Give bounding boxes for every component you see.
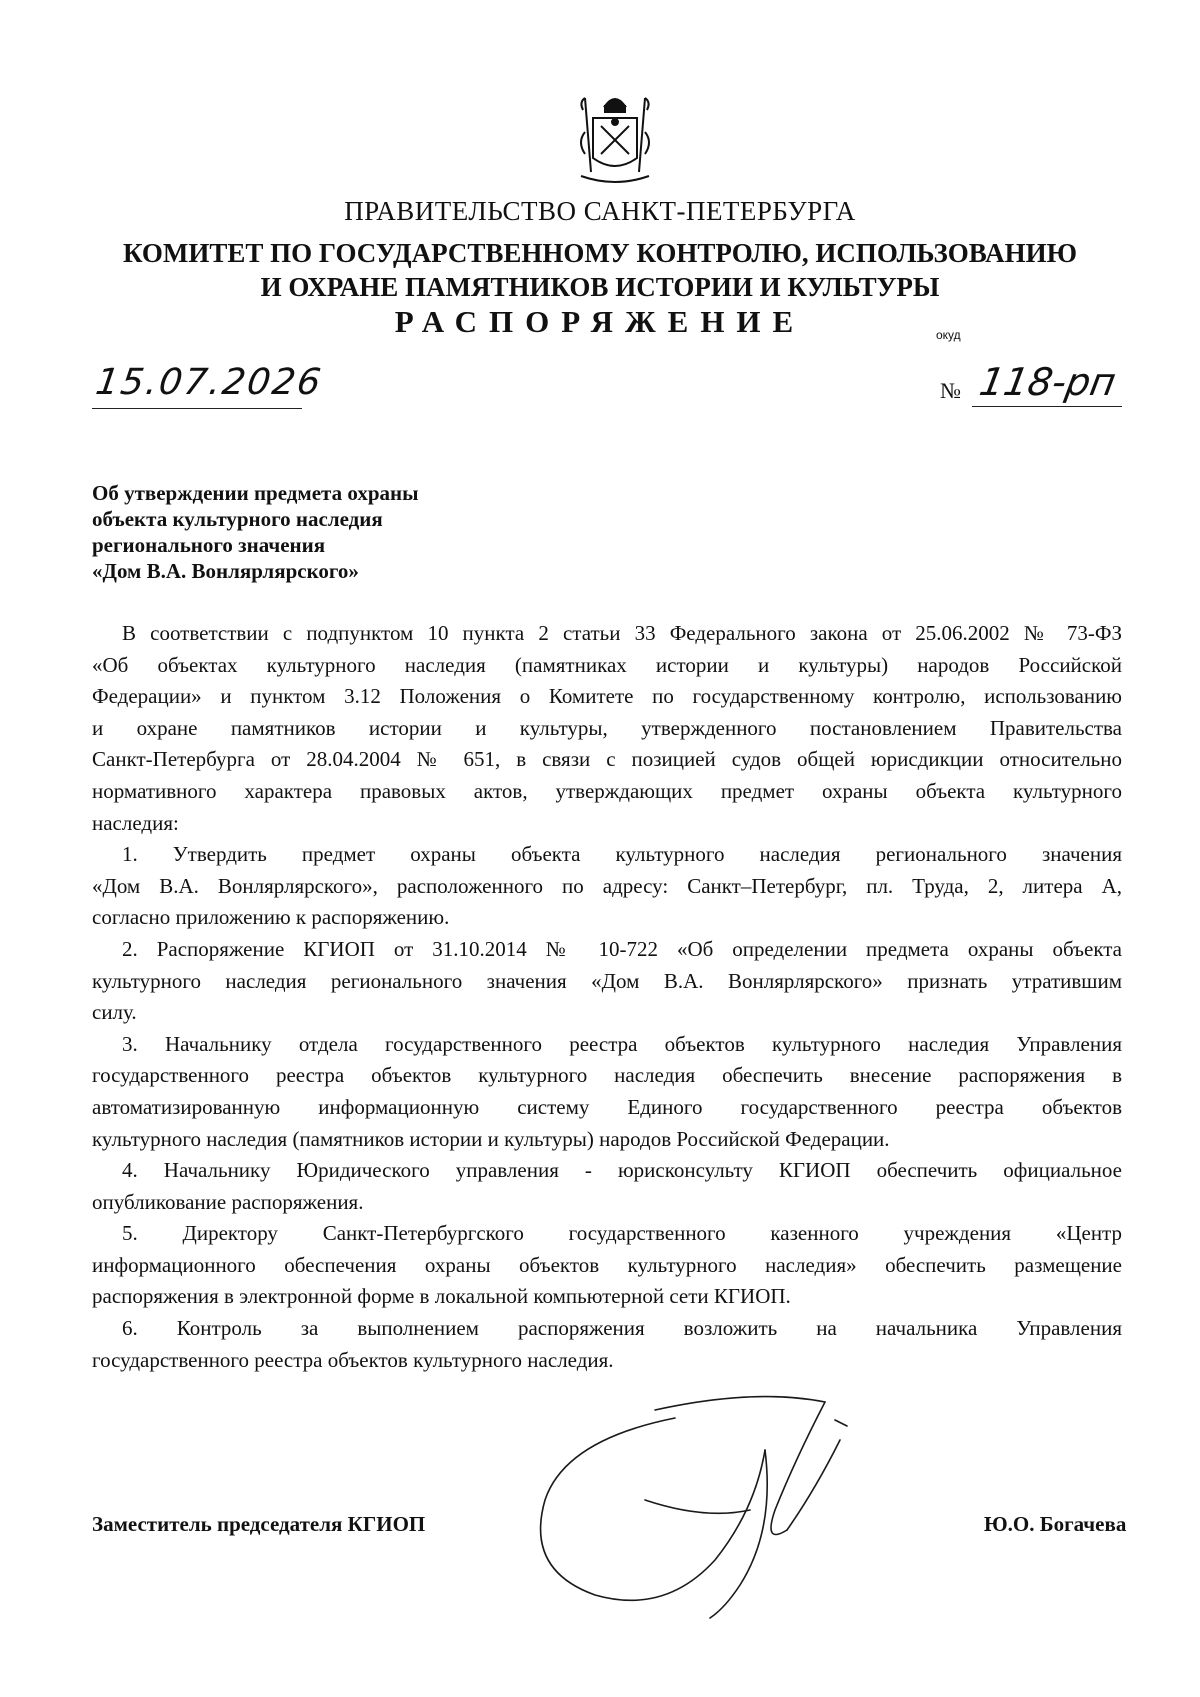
item-6-line: 6. Контроль за выполнением распоряжения возложить на начальника Управления (122, 1316, 1122, 1341)
item-1-line: «Дом В.А. Вонлярлярского», расположенного по адресу: Санкт–Петербург, пл. Труда, 2, литера А, (92, 873, 1122, 898)
item-5-line: информационного обеспечения охраны объектов культурного наследия» обеспечить размещение (92, 1252, 1122, 1277)
subject-line: Об утверждении предмета охраны (92, 481, 419, 505)
document-date: 15.07.2026 (93, 362, 326, 403)
preamble-line: Санкт-Петербурга от 28.04.2004 № 651, в связи с позицией судов общей юрисдикции относительно (92, 747, 1122, 772)
preamble-line: Федерации» и пунктом 3.12 Положения о Комитете по государственному контролю, использованию (92, 684, 1122, 709)
item-3-line: государственного реестра объектов культурного наследия обеспечить внесение распоряжения в (92, 1063, 1122, 1088)
subject-line: объекта культурного наследия (92, 507, 383, 531)
signer-position: Заместитель председателя КГИОП (92, 1512, 426, 1536)
document-number: 118-рп (976, 360, 1120, 404)
item-2-line: силу. (92, 1000, 137, 1025)
document-type: РАСПОРЯЖЕНИЕ (394, 304, 806, 339)
item-2-line: 2. Распоряжение КГИОП от 31.10.2014 № 10-722 «Об определении предмета охраны объекта (122, 936, 1122, 961)
item-5-line: распоряжения в электронной форме в локальной компьютерной сети КГИОП. (92, 1284, 791, 1309)
okud-label: окуд (936, 328, 961, 342)
preamble-line: В соответствии с подпунктом 10 пункта 2 статьи 33 Федерального закона от 25.06.2002 № 73-ФЗ (122, 621, 1122, 645)
preamble-line: нормативного характера правовых актов, утверждающих предмет охраны объекта культурного (92, 778, 1122, 803)
document-subject (92, 480, 572, 584)
item-5-line: 5. Директору Санкт-Петербургского государственного казенного учреждения «Центр (122, 1221, 1122, 1246)
item-3-line: 3. Начальнику отдела государственного реестра объектов культурного наследия Управления (122, 1031, 1122, 1056)
government-name: ПРАВИТЕЛЬСТВО САНКТ-ПЕТЕРБУРГА (344, 196, 856, 226)
subject-line: регионального значения (92, 533, 326, 557)
item-2-line: культурного наследия регионального значения «Дом В.А. Вонлярлярского» признать утратившим (92, 968, 1122, 993)
item-6-line: государственного реестра объектов культурного наследия. (92, 1347, 614, 1372)
document-body (92, 618, 1122, 1376)
coat-of-arms-icon (575, 92, 655, 188)
handwritten-signature (525, 1380, 925, 1625)
item-4-line: 4. Начальнику Юридического управления - юрисконсульту КГИОП обеспечить официальное (122, 1158, 1122, 1183)
committee-name (0, 236, 1200, 304)
number-label: № (940, 378, 961, 403)
subject-line: «Дом В.А. Вонлярлярского» (92, 559, 359, 583)
preamble-line: «Об объектах культурного наследия (памятниках истории и культуры) народов Российской (92, 652, 1122, 677)
committee-line-2: И ОХРАНЕ ПАМЯТНИКОВ ИСТОРИИ И КУЛЬТУРЫ (260, 272, 940, 302)
preamble-line: наследия: (92, 810, 179, 835)
item-3-line: автоматизированную информационную систему Единого государственного реестра объектов (92, 1094, 1122, 1119)
item-4-line: опубликование распоряжения. (92, 1189, 364, 1214)
preamble-line: и охране памятников истории и культуры, утвержденного постановлением Правительства (92, 715, 1122, 740)
item-3-line: культурного наследия (памятников истории и культуры) народов Российской Федерации. (92, 1126, 890, 1151)
signer-name: Ю.О. Богачева (984, 1512, 1127, 1536)
item-1-line: согласно приложению к распоряжению. (92, 905, 450, 930)
committee-line-1: КОМИТЕТ ПО ГОСУДАРСТВЕННОМУ КОНТРОЛЮ, ИСПОЛЬЗОВАНИЮ (123, 238, 1077, 268)
item-1-line: 1. Утвердить предмет охраны объекта культурного наследия регионального значения (122, 842, 1122, 867)
